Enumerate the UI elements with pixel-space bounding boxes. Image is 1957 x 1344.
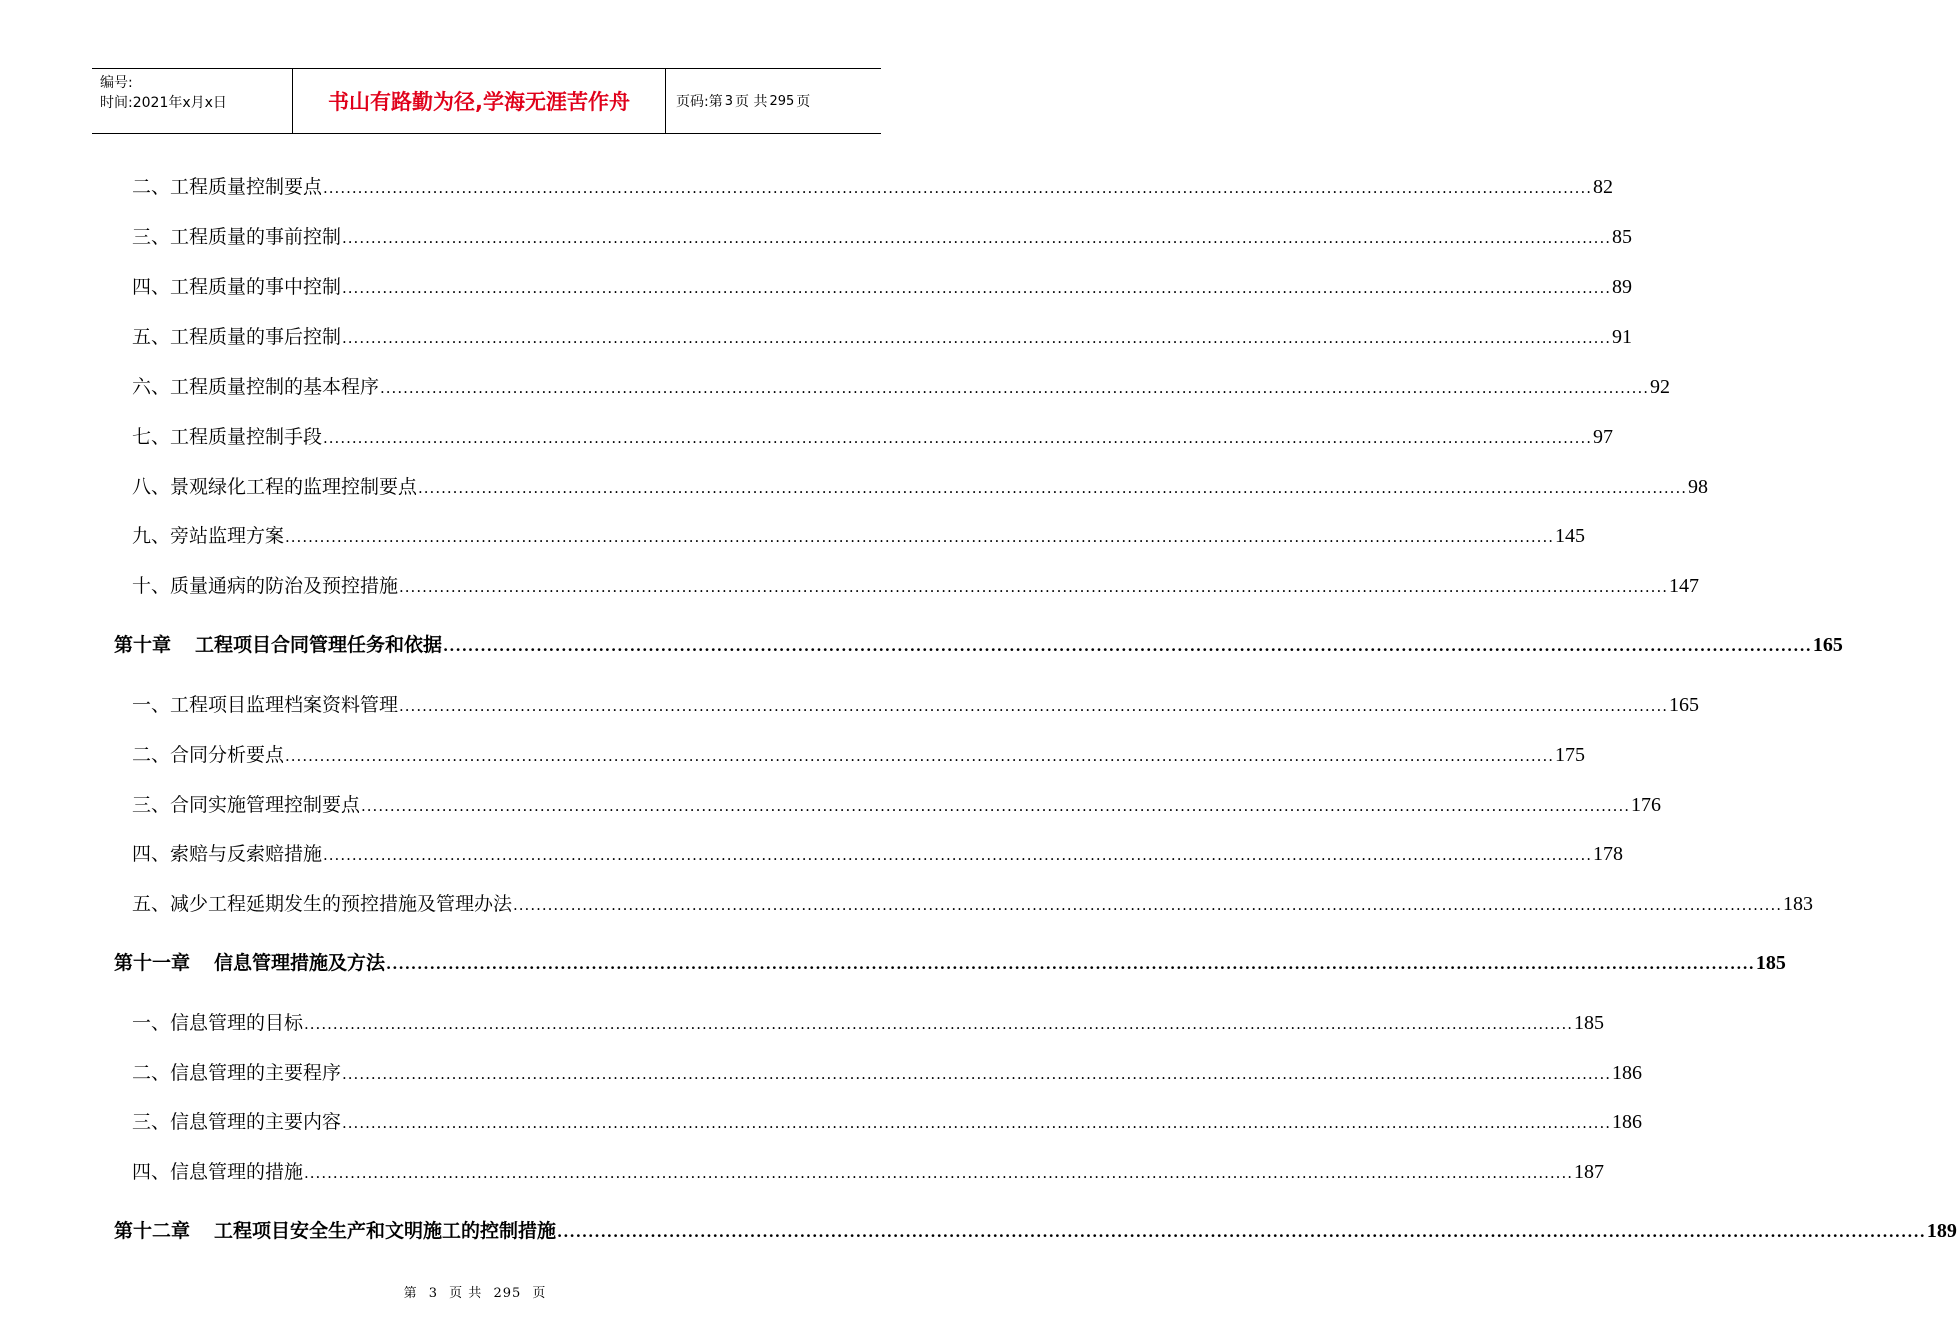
- toc-entry[interactable]: [132, 521, 1585, 548]
- toc-dot-leader: ............................................................................................................................................................................................................................: [361, 797, 1630, 815]
- toc-page-number: 186: [1612, 1062, 1642, 1084]
- toc-entry[interactable]: [132, 571, 1699, 598]
- toc-page-number: 183: [1783, 893, 1813, 915]
- toc-entry[interactable]: [114, 630, 1843, 657]
- toc-page-number: 97: [1593, 426, 1613, 448]
- header-page-mid: 页 共: [735, 94, 768, 110]
- toc-entry-title: 五、减少工程延期发生的预控措施及管理办法: [132, 893, 513, 915]
- toc-entry[interactable]: [132, 222, 1632, 249]
- toc-entry-title: 二、工程质量控制要点: [132, 176, 323, 198]
- toc-entry[interactable]: [114, 948, 1786, 975]
- toc-entry[interactable]: [132, 272, 1632, 299]
- toc-page-number: 165: [1812, 634, 1843, 656]
- toc-entry-title: 二、信息管理的主要程序: [132, 1062, 342, 1084]
- toc-chapter-title: 工程项目合同管理任务和依据: [195, 634, 443, 656]
- toc-entry[interactable]: [132, 422, 1613, 449]
- toc-dot-leader: ............................................................................................................................................................................................................................: [342, 279, 1611, 297]
- toc-entry[interactable]: [132, 372, 1670, 399]
- toc-dot-leader: ............................................................................................................................................................................................................................: [323, 429, 1592, 447]
- toc-entry[interactable]: [132, 322, 1632, 349]
- toc-entry-title: 三、工程质量的事前控制: [132, 226, 342, 248]
- toc-page-number: 178: [1593, 843, 1623, 865]
- toc-page-number: 85: [1612, 226, 1632, 248]
- toc-dot-leader: ............................................................................................................................................................................................................................: [513, 896, 1782, 914]
- serial-label: 编号:: [100, 75, 133, 91]
- toc-entry-title: 三、合同实施管理控制要点: [132, 794, 361, 816]
- footer-mid: 页 共: [449, 1286, 483, 1301]
- toc-page-number: 98: [1688, 476, 1708, 498]
- toc-entry-title: [114, 948, 385, 975]
- toc-page-number: 176: [1631, 794, 1661, 816]
- toc-dot-leader: ............................................................................................................................................................................................................................: [418, 479, 1687, 497]
- time-label: 时间:2021年x月x日: [100, 95, 227, 111]
- toc-dot-leader: ............................................................................................................................................................................................................................: [399, 578, 1668, 596]
- toc-entry-title: 四、索赔与反索赔措施: [132, 843, 323, 865]
- toc-page-number: 175: [1555, 744, 1585, 766]
- toc-entry[interactable]: [132, 740, 1585, 767]
- page-footer: [0, 1282, 950, 1301]
- toc-entry-title: 四、工程质量的事中控制: [132, 276, 342, 298]
- toc-entry[interactable]: [132, 172, 1613, 199]
- toc-entry-title: 二、合同分析要点: [132, 744, 285, 766]
- toc-dot-leader: ............................................................................................................................................................................................................................: [285, 747, 1554, 765]
- toc-entry-title: 四、信息管理的措施: [132, 1161, 304, 1183]
- toc-entry-title: 三、信息管理的主要内容: [132, 1111, 342, 1133]
- toc-entry-title: 五、工程质量的事后控制: [132, 326, 342, 348]
- toc-dot-leader: ............................................................................................................................................................................................................................: [399, 697, 1668, 715]
- toc-dot-leader: ............................................................................................................................................................................................................................: [304, 1164, 1573, 1182]
- toc-entry-title: 九、旁站监理方案: [132, 525, 285, 547]
- toc-entry[interactable]: [132, 690, 1699, 717]
- toc-entry[interactable]: [132, 472, 1708, 499]
- toc-entry-title: 六、工程质量控制的基本程序: [132, 376, 380, 398]
- toc-entry-title: [114, 1216, 556, 1243]
- toc-entry[interactable]: [132, 889, 1813, 916]
- footer-prefix: 第: [403, 1286, 418, 1301]
- toc-entry-title: 十、质量通病的防治及预控措施: [132, 575, 399, 597]
- toc-dot-leader: ............................................................................................................................................................................................................................: [323, 846, 1592, 864]
- toc-page-number: 186: [1612, 1111, 1642, 1133]
- toc-dot-leader: ............................................................................................................................................................................................................................: [386, 955, 1755, 973]
- toc-dot-leader: ............................................................................................................................................................................................................................: [323, 179, 1592, 197]
- toc-entry-title: [114, 630, 442, 657]
- header-page-number: [666, 69, 881, 133]
- header-motto: 书山有路勤为径,学海无涯苦作舟: [293, 69, 666, 133]
- toc-entry[interactable]: [114, 1216, 1957, 1243]
- toc-entry[interactable]: [132, 839, 1623, 866]
- toc-dot-leader: ............................................................................................................................................................................................................................: [557, 1223, 1926, 1241]
- toc-page-number: 82: [1593, 176, 1613, 198]
- toc-chapter-number: 第十章: [114, 634, 172, 656]
- toc-entry-title: 一、工程项目监理档案资料管理: [132, 694, 399, 716]
- header-meta: [92, 69, 293, 133]
- toc-entry-title: 七、工程质量控制手段: [132, 426, 323, 448]
- toc-page-number: 185: [1574, 1012, 1604, 1034]
- toc-entry[interactable]: [132, 1008, 1604, 1035]
- toc-entry-title: 八、景观绿化工程的监理控制要点: [132, 476, 418, 498]
- toc-page-number: 91: [1612, 326, 1632, 348]
- header-page-total: 295: [769, 93, 795, 109]
- header-page-current: 3: [724, 93, 733, 109]
- toc-entry-title: 一、信息管理的目标: [132, 1012, 304, 1034]
- toc-page-number: 187: [1574, 1161, 1604, 1183]
- footer-suffix: 页: [532, 1286, 547, 1301]
- toc-page-number: 185: [1755, 952, 1786, 974]
- toc-dot-leader: ............................................................................................................................................................................................................................: [380, 379, 1649, 397]
- footer-total: 295: [493, 1286, 522, 1301]
- toc-page-number: 145: [1555, 525, 1585, 547]
- toc-entry[interactable]: [132, 790, 1661, 817]
- toc-dot-leader: ............................................................................................................................................................................................................................: [285, 528, 1554, 546]
- toc-page-number: 89: [1612, 276, 1632, 298]
- toc-dot-leader: ............................................................................................................................................................................................................................: [443, 637, 1812, 655]
- toc-dot-leader: ............................................................................................................................................................................................................................: [342, 229, 1611, 247]
- toc-dot-leader: ............................................................................................................................................................................................................................: [342, 1065, 1611, 1083]
- toc-chapter-title: 工程项目安全生产和文明施工的控制措施: [214, 1220, 557, 1242]
- toc-page-number: 147: [1669, 575, 1699, 597]
- toc-dot-leader: ............................................................................................................................................................................................................................: [342, 1114, 1611, 1132]
- header-page-prefix: 页码:第: [676, 94, 723, 110]
- toc-chapter-title: 信息管理措施及方法: [214, 952, 386, 974]
- toc-page-number: 92: [1650, 376, 1670, 398]
- page-header: [92, 68, 881, 134]
- footer-current: 3: [428, 1286, 439, 1301]
- toc-entry[interactable]: [132, 1157, 1604, 1184]
- toc-dot-leader: ............................................................................................................................................................................................................................: [304, 1015, 1573, 1033]
- toc-page-number: 165: [1669, 694, 1699, 716]
- toc-entry[interactable]: [132, 1058, 1642, 1085]
- toc-chapter-number: 第十二章: [114, 1220, 191, 1242]
- header-page-suffix: 页: [796, 94, 811, 110]
- toc-entry[interactable]: [132, 1107, 1642, 1134]
- toc-dot-leader: ............................................................................................................................................................................................................................: [342, 329, 1611, 347]
- toc-page-number: 189: [1926, 1220, 1957, 1242]
- toc-chapter-number: 第十一章: [114, 952, 191, 974]
